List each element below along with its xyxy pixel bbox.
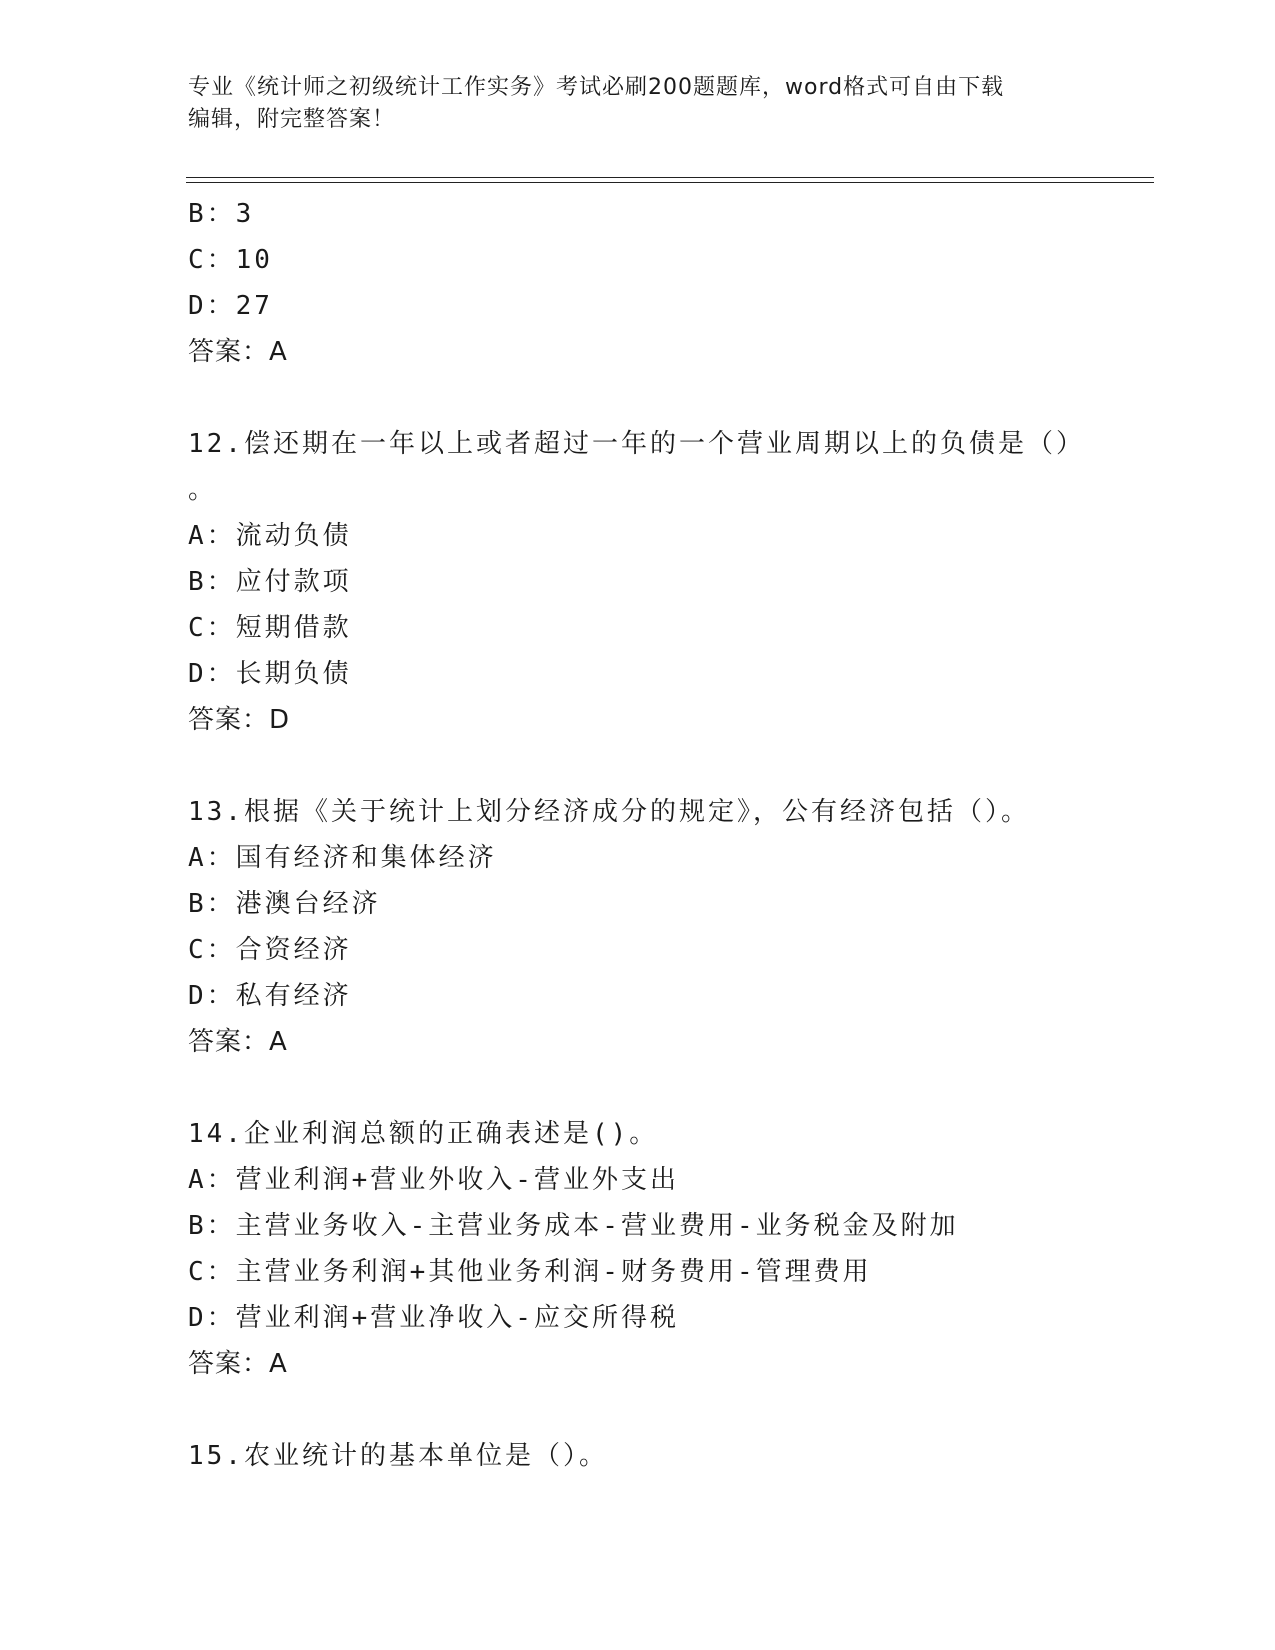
answer-line: 答案：A: [188, 1349, 288, 1379]
option-a: [188, 513, 1148, 559]
option-a: [188, 835, 1148, 881]
option-key: D：: [188, 1303, 236, 1333]
option-text: 港澳台经济: [235, 889, 381, 919]
option-key: B：: [188, 1211, 236, 1241]
option-text: 长期负债: [235, 659, 352, 689]
question-13: [188, 789, 1148, 1065]
option-key: A：: [188, 843, 236, 873]
option-key: D：: [188, 659, 236, 689]
option-key: C：: [188, 1257, 236, 1287]
question-stem: 12.偿还期在一年以上或者超过一年的一个营业周期以上的负债是（）: [188, 429, 1085, 459]
question-stem: 13.根据《关于统计上划分经济成分的规定》，公有经济包括（）。: [188, 797, 1030, 827]
header-line-1: 专业《统计师之初级统计工作实务》考试必刷200题题库，word格式可自由下载: [188, 75, 1005, 100]
spacer: [188, 1387, 1148, 1433]
option-text: 营业利润+营业净收入-应交所得税: [235, 1303, 679, 1333]
document-header: [188, 72, 1088, 136]
option-d: [188, 1295, 1148, 1341]
option-b: [188, 559, 1148, 605]
question-15: [188, 1433, 1148, 1479]
question-12: [188, 421, 1148, 743]
answer-line: 答案：A: [188, 1027, 288, 1057]
option-b: [188, 191, 1148, 237]
option-key: B：: [188, 889, 236, 919]
option-c: [188, 237, 1148, 283]
option-d: [188, 651, 1148, 697]
option-d: [188, 283, 1148, 329]
option-key: C：: [188, 613, 236, 643]
answer-line: 答案：D: [188, 705, 291, 735]
option-key: B：: [188, 567, 236, 597]
option-text: 27: [235, 291, 273, 321]
option-a: [188, 1157, 1148, 1203]
option-key: B：: [188, 199, 236, 229]
spacer: [188, 743, 1148, 789]
option-key: D：: [188, 291, 236, 321]
option-text: 营业利润+营业外收入-营业外支出: [235, 1165, 679, 1195]
option-key: D：: [188, 981, 236, 1011]
option-d: [188, 973, 1148, 1019]
option-text: 流动负债: [235, 521, 352, 551]
option-text: 主营业务收入-主营业务成本-营业费用-业务税金及附加: [235, 1211, 959, 1241]
header-divider-bottom: [186, 182, 1154, 183]
option-b: [188, 881, 1148, 927]
question-stem-continued: 。: [188, 475, 218, 505]
spacer: [188, 375, 1148, 421]
option-text: 主营业务利润+其他业务利润-财务费用-管理费用: [235, 1257, 872, 1287]
option-b: [188, 1203, 1148, 1249]
option-text: 应付款项: [235, 567, 352, 597]
question-list: [188, 191, 1148, 1479]
spacer: [188, 1065, 1148, 1111]
option-text: 3: [235, 199, 255, 229]
option-c: [188, 605, 1148, 651]
option-text: 私有经济: [235, 981, 352, 1011]
header-line-2: 编辑，附完整答案！: [188, 107, 396, 132]
option-text: 10: [235, 245, 273, 275]
answer-line: 答案：A: [188, 337, 288, 367]
option-text: 短期借款: [235, 613, 352, 643]
header-divider-top: [186, 177, 1154, 178]
option-c: [188, 927, 1148, 973]
question-stem: 14.企业利润总额的正确表述是()。: [188, 1119, 659, 1149]
option-text: 合资经济: [235, 935, 352, 965]
question-stem: 15.农业统计的基本单位是（）。: [188, 1441, 608, 1471]
option-key: A：: [188, 521, 236, 551]
option-key: C：: [188, 245, 236, 275]
option-key: C：: [188, 935, 236, 965]
option-key: A：: [188, 1165, 236, 1195]
question-14: [188, 1111, 1148, 1387]
question-11-continued: [188, 191, 1148, 375]
option-text: 国有经济和集体经济: [235, 843, 497, 873]
option-c: [188, 1249, 1148, 1295]
